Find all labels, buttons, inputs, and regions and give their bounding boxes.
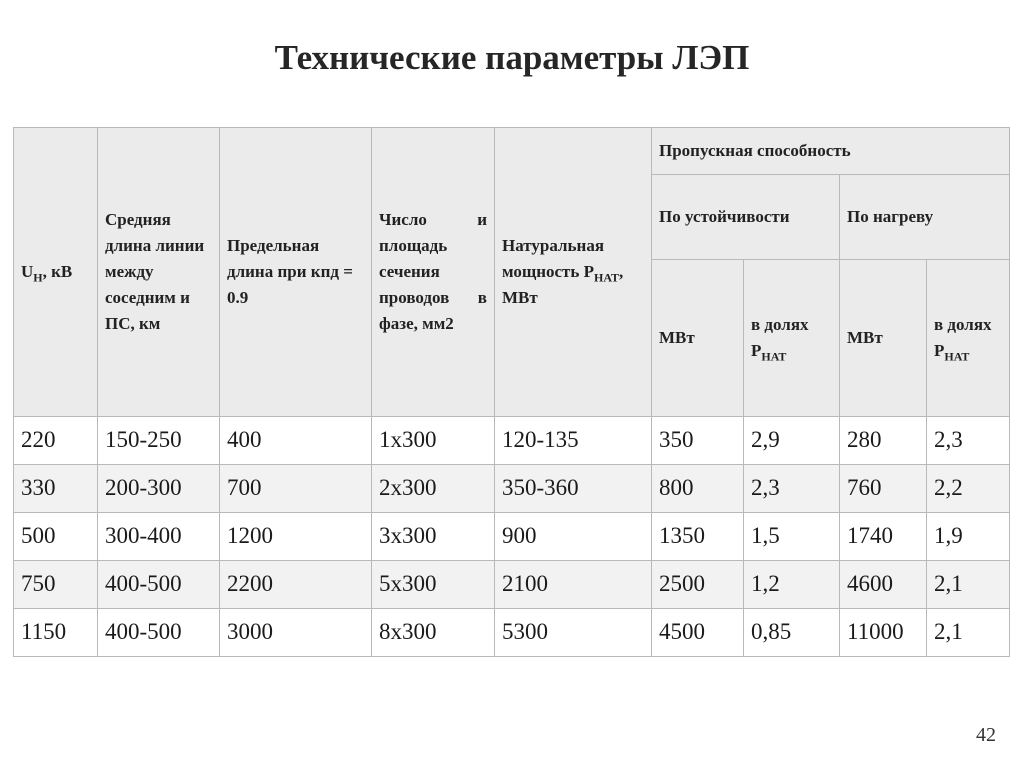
page-title: Технические параметры ЛЭП bbox=[274, 38, 750, 77]
cell-mw-heating: 1740 bbox=[840, 512, 927, 560]
cell-mw-stability: 2500 bbox=[652, 560, 744, 608]
cell-share-stability: 2,3 bbox=[744, 464, 840, 512]
header-by-stability: По устойчивости bbox=[652, 175, 840, 260]
cell-share-heating: 2,2 bbox=[927, 464, 1010, 512]
table-row bbox=[14, 464, 1010, 512]
cell-mw-heating: 760 bbox=[840, 464, 927, 512]
header-voltage: $U_Н$, кВ bbox=[14, 128, 98, 417]
cell-natural-power: 350-360 bbox=[495, 464, 652, 512]
cell-natural-power: 120-135 bbox=[495, 416, 652, 464]
cell-limit-length: 400 bbox=[220, 416, 372, 464]
page-number: 42 bbox=[976, 724, 996, 746]
cell-mw-heating: 11000 bbox=[840, 608, 927, 656]
cell-mw-heating: 280 bbox=[840, 416, 927, 464]
cell-wires: 3х300 bbox=[372, 512, 495, 560]
cell-avg-length: 200-300 bbox=[98, 464, 220, 512]
cell-limit-length: 700 bbox=[220, 464, 372, 512]
cell-voltage: 1150 bbox=[14, 608, 98, 656]
cell-wires: 5х300 bbox=[372, 560, 495, 608]
header-share-heating: в долях $P_{НАТ}$ bbox=[927, 260, 1010, 416]
cell-mw-heating: 4600 bbox=[840, 560, 927, 608]
cell-wires: 8х300 bbox=[372, 608, 495, 656]
table-row bbox=[14, 512, 1010, 560]
cell-mw-stability: 800 bbox=[652, 464, 744, 512]
cell-voltage: 220 bbox=[14, 416, 98, 464]
cell-natural-power: 900 bbox=[495, 512, 652, 560]
table-row bbox=[14, 608, 1010, 656]
cell-voltage: 500 bbox=[14, 512, 98, 560]
cell-wires: 2х300 bbox=[372, 464, 495, 512]
cell-avg-length: 150-250 bbox=[98, 416, 220, 464]
cell-voltage: 330 bbox=[14, 464, 98, 512]
cell-natural-power: 2100 bbox=[495, 560, 652, 608]
table-row bbox=[14, 560, 1010, 608]
header-share-stability: в долях $P_{НАТ}$ bbox=[744, 260, 840, 416]
table-row bbox=[14, 416, 1010, 464]
cell-share-stability: 1,5 bbox=[744, 512, 840, 560]
header-by-heating: По нагреву bbox=[840, 175, 1010, 260]
header-natural-power: Натуральная мощность $P_{НАТ}$, МВт bbox=[495, 128, 652, 417]
header-average-length: Средняя длина линии между соседним и ПС, км bbox=[98, 128, 220, 417]
cell-share-stability: 0,85 bbox=[744, 608, 840, 656]
cell-mw-stability: 350 bbox=[652, 416, 744, 464]
cell-natural-power: 5300 bbox=[495, 608, 652, 656]
header-wires: Число и площадь сечения проводов в фазе, мм2 bbox=[372, 128, 495, 417]
cell-share-stability: 2,9 bbox=[744, 416, 840, 464]
cell-wires: 1х300 bbox=[372, 416, 495, 464]
cell-avg-length: 300-400 bbox=[98, 512, 220, 560]
cell-voltage: 750 bbox=[14, 560, 98, 608]
cell-share-heating: 2,1 bbox=[927, 608, 1010, 656]
cell-avg-length: 400-500 bbox=[98, 608, 220, 656]
header-throughput: Пропускная способность bbox=[652, 128, 1010, 175]
cell-limit-length: 2200 bbox=[220, 560, 372, 608]
cell-limit-length: 1200 bbox=[220, 512, 372, 560]
cell-limit-length: 3000 bbox=[220, 608, 372, 656]
cell-share-heating: 2,1 bbox=[927, 560, 1010, 608]
cell-mw-stability: 1350 bbox=[652, 512, 744, 560]
header-mw-heating: МВт bbox=[840, 260, 927, 416]
cell-share-heating: 2,3 bbox=[927, 416, 1010, 464]
cell-mw-stability: 4500 bbox=[652, 608, 744, 656]
header-mw-stability: МВт bbox=[652, 260, 744, 416]
cell-share-heating: 1,9 bbox=[927, 512, 1010, 560]
parameters-table bbox=[13, 127, 1010, 657]
header-limit-length: Предельная длина при кпд = 0.9 bbox=[220, 128, 372, 417]
cell-share-stability: 1,2 bbox=[744, 560, 840, 608]
cell-avg-length: 400-500 bbox=[98, 560, 220, 608]
